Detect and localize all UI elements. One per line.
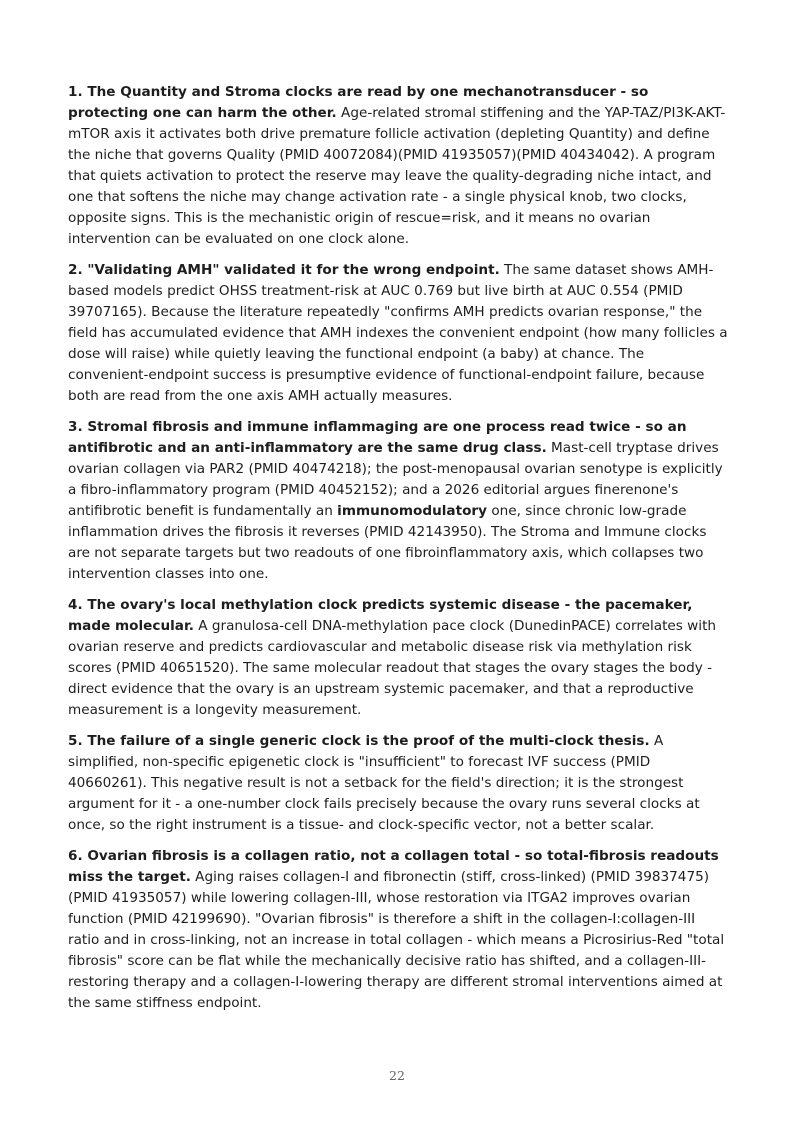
section-6	[68, 846, 728, 1014]
section-1-body: Age-related stromal stiffening and the YAP-TAZ/PI3K-AKT-mTOR axis it activates both drive premature follicle activation (depleting Quantity) and define the niche that governs Quality (PMID 40072084)(PMID 41935057)(PMID 40434042). A program that quiets activation to protect the reserve may leave the quality-degrading niche intact, and one that softens the niche may change activation rate - a single physical knob, two clocks, opposite signs. This is the mechanistic origin of rescue=risk, and it means no ovarian intervention can be evaluated on one clock alone.	[68, 105, 726, 247]
section-3-body-before: Mast-cell tryptase drives ovarian collagen via PAR2 (PMID 40474218); the post-menopausal ovarian senotype is explicitly a fibro-inflammatory program (PMID 40452152); and a 2026 editorial argues finerenone's antifibrotic benefit is fundamentally an	[68, 440, 723, 519]
page-number: 22	[389, 1068, 405, 1083]
section-5-heading: 5. The failure of a single generic clock is the proof of the multi-clock thesis.	[68, 733, 650, 749]
section-2-heading: 2. "Validating AMH" validated it for the wrong endpoint.	[68, 262, 500, 278]
section-3-heading: 3. Stromal fibrosis and immune inflammaging are one process read twice - so an antifibrotic and an anti-inflammatory are the same drug class.	[68, 419, 687, 456]
section-3-body-after: one, since chronic low-grade inflammation drives the fibrosis it reverses (PMID 42143950). The Stroma and Immune clocks are not separate targets but two readouts of one fibroinflammatory axis, which collapses two intervention classes into one.	[68, 503, 707, 582]
section-4-heading: 4. The ovary's local methylation clock predicts systemic disease - the pacemaker, made molecular.	[68, 597, 693, 634]
section-5-body: A simplified, non-specific epigenetic clock is "insufficient" to forecast IVF success (PMID 40660261). This negative result is not a setback for the field's direction; it is the strongest argument for it - a one-number clock fails precisely because the ovary runs several clocks at once, so the right instrument is a tissue- and clock-specific vector, not a better scalar.	[68, 733, 700, 833]
section-1-heading: 1. The Quantity and Stroma clocks are read by one mechanotransducer - so protecting one can harm the other.	[68, 84, 649, 121]
section-6-body: Aging raises collagen-I and fibronectin (stiff, cross-linked) (PMID 39837475)(PMID 41935057) while lowering collagen-III, whose restoration via ITGA2 improves ovarian function (PMID 42199690). "Ovarian fibrosis" is therefore a shift in the collagen-I:collagen-III ratio and in cross-linking, not an increase in total collagen - which means a Picrosirius-Red "total fibrosis" score can be flat while the mechanically decisive ratio has shifted, and a collagen-III-restoring therapy and a collagen-I-lowering therapy are different stromal interventions aimed at the same stiffness endpoint.	[68, 869, 725, 1011]
section-3-emphasis: immunomodulatory	[337, 503, 488, 519]
section-5	[68, 731, 728, 836]
section-3	[68, 417, 728, 585]
page-content	[68, 82, 728, 1024]
section-1	[68, 82, 728, 250]
section-2-body: The same dataset shows AMH-based models predict OHSS treatment-risk at AUC 0.769 but live birth at AUC 0.554 (PMID 39707165). Because the literature repeatedly "confirms AMH predicts ovarian response," the field has accumulated evidence that AMH indexes the convenient endpoint (how many follicles a dose will raise) while quietly leaving the functional endpoint (a baby) at chance. The convenient-endpoint success is presumptive evidence of functional-endpoint failure, because both are read from the one axis AMH actually measures.	[68, 262, 728, 404]
section-6-heading: 6. Ovarian fibrosis is a collagen ratio, not a collagen total - so total-fibrosis readouts miss the target.	[68, 848, 719, 885]
section-2	[68, 260, 728, 407]
section-4	[68, 595, 728, 721]
section-4-body: A granulosa-cell DNA-methylation pace clock (DunedinPACE) correlates with ovarian reserve and predicts cardiovascular and metabolic disease risk via methylation risk scores (PMID 40651520). The same molecular readout that stages the ovary stages the body - direct evidence that the ovary is an upstream systemic pacemaker, and that a reproductive measurement is a longevity measurement.	[68, 618, 717, 718]
